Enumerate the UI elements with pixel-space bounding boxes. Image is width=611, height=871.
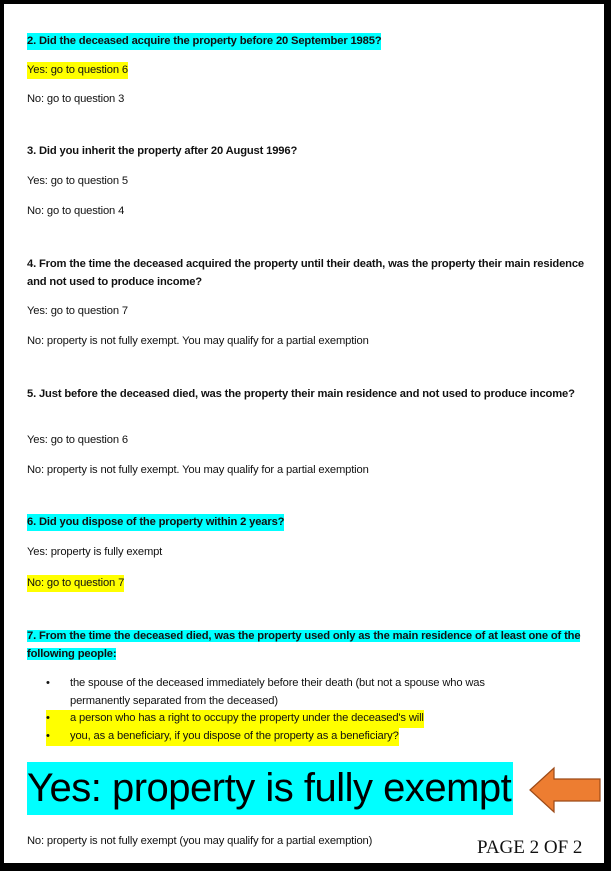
question-2-title: 2. Did the deceased acquire the property before 20 September 1985? [27,33,381,50]
question-7-yes-answer: Yes: property is fully exempt [27,762,513,815]
left-arrow-icon [528,766,602,814]
question-3-no: No: go to question 4 [27,205,125,217]
question-2-no: No: go to question 3 [27,93,125,105]
question-4-no: No: property is not fully exempt. You may qualify for a partial exemption [27,335,369,347]
question-3-yes: Yes: go to question 5 [27,175,128,187]
question-6-yes: Yes: property is fully exempt [27,546,163,558]
document-page [4,4,604,863]
bullet-item: • the spouse of the deceased immediately before their death (but not a spouse who was permanently separated from the deceased) [46,677,485,707]
bullet-item: • you, as a beneficiary, if you dispose of the property as a beneficiary? [46,728,399,746]
question-6-title: 6. Did you dispose of the property within 2 years? [27,514,284,531]
bullet-icon: • [46,730,50,742]
question-6-no: No: go to question 7 [27,575,124,592]
question-5-yes: Yes: go to question 6 [27,434,128,446]
question-3-title: 3. Did you inherit the property after 20 August 1996? [27,145,298,157]
question-5-title: 5. Just before the deceased died, was the property their main residence and not used to produce income? [27,388,575,400]
question-5-no: No: property is not fully exempt. You may qualify for a partial exemption [27,464,369,476]
bullet-icon: • [46,677,50,689]
question-4-yes: Yes: go to question 7 [27,305,128,317]
bullet-icon: • [46,712,50,724]
question-7-no: No: property is not fully exempt (you may qualify for a partial exemption) [27,835,373,847]
page-number: PAGE 2 OF 2 [477,837,583,858]
question-2-yes: Yes: go to question 6 [27,62,128,79]
question-4-title: 4. From the time the deceased acquired the property until their death, was the property their main residence and not used to produce income? [27,258,584,288]
question-7-title: 7. From the time the deceased died, was the property used only as the main residence of at least one of the following people: [27,630,581,660]
bullet-item: • a person who has a right to occupy the property under the deceased's will [46,710,424,728]
